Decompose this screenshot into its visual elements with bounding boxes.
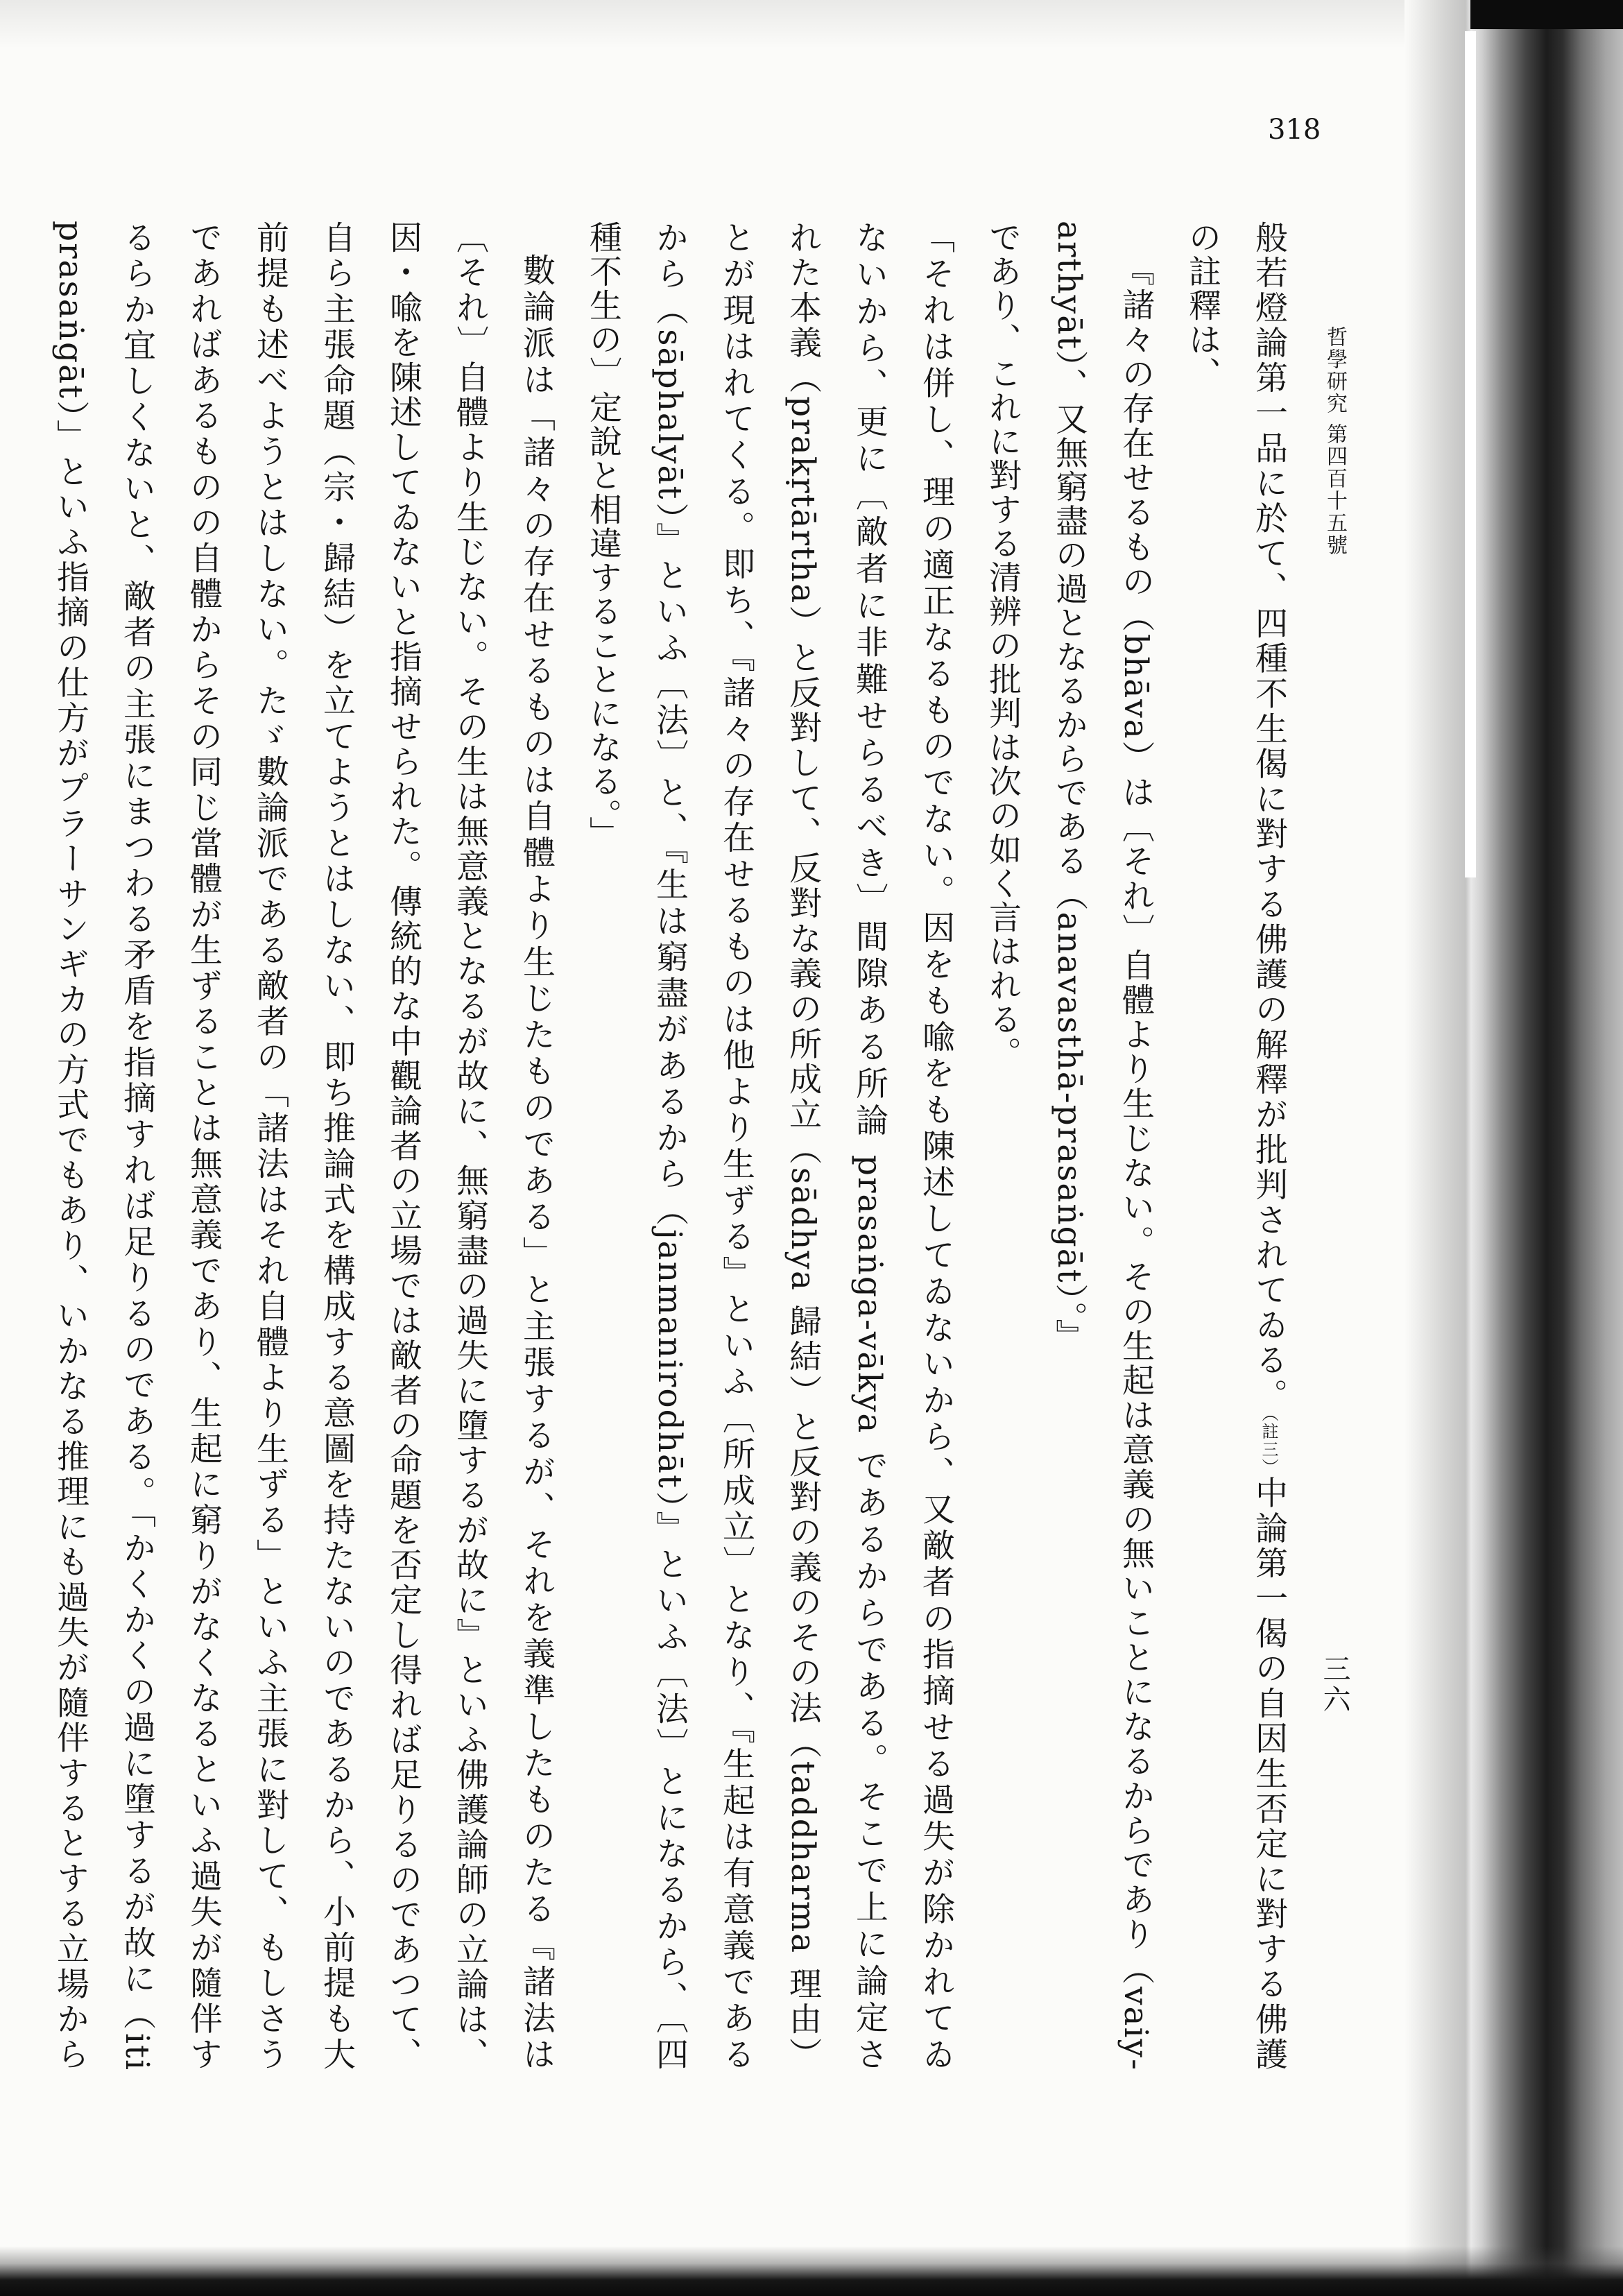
column-text: 種不生の〕定說と相違することになる。」 — [584, 221, 622, 850]
running-head — [1318, 326, 1364, 556]
text-column-04 — [1036, 221, 1102, 2071]
column-text: 〔それ〕自體より生じない。その生は無意義となるが故に、無窮盡の過失に墮するが故に』といふ佛護論師の立論は、 — [451, 221, 489, 2071]
binding-highlight — [1465, 31, 1476, 877]
footnote-marker: （註三） — [1259, 1413, 1278, 1476]
text-column-08 — [769, 221, 836, 2071]
column-text: 『諸々の存在せるもの（bhāva）は〔それ〕自體より生じない。その生起は意義の無いことになるからであり（vaiy- — [1117, 253, 1155, 2071]
column-text: 自ら主張命題（宗・歸結）を立てようとはしない、即ち推論式を構成する意圖を持たないのであるから、小前提も大 — [318, 221, 356, 2071]
column-text: 般若燈論第一品に於て、四種不生偈に對する佛護の解釋が批判されてゐる。 — [1250, 221, 1288, 1414]
column-text: arthyāt）、又無窮盡の過となるからである（anavasthā-prasaṅgāt）。』 — [1050, 221, 1088, 1353]
text-column-07 — [836, 221, 902, 2071]
text-column-10 — [636, 221, 703, 2071]
text-column-03 — [1102, 221, 1169, 2071]
folio-kanji: 三六 — [1319, 1654, 1350, 1715]
column-text-continued: 中論第一偈の自因生否定に對する佛護 — [1250, 1475, 1288, 2071]
text-column-09 — [703, 221, 769, 2071]
journal-title: 哲學研究 — [1323, 326, 1347, 415]
column-text: ないから、更に〔敵者に非難せらるべき〕間隙ある所論 prasaṅga-vākya であるからである。そこで上に論定さ — [850, 221, 888, 2071]
column-text: 前提も述べようとはしない。たゞ數論派である敵者の「諸法はそれ自體より生ずる」といふ主張に對して、もしさう — [251, 221, 289, 2071]
issue-number: 第四百十五號 — [1323, 422, 1347, 556]
column-text: prasaṅgāt）」といふ指摘の仕方がプラーサンギカの方式でもあり、いかなる推理にも過失が隨伴するとする立場から — [51, 221, 89, 2071]
column-text: 「それは併し、理の適正なるものでない。因をも喩をも陳述してゐないから、又敵者の指摘せる過失が除かれてゐ — [917, 221, 955, 2071]
text-column-05 — [969, 221, 1036, 2071]
text-column-16 — [237, 221, 303, 2071]
column-text: るらか宜しくないと、敵者の主張にまつわる矛盾を指摘すれば足りるのである。「かくかくの過に墮するが故に（iti — [118, 221, 156, 2071]
text-column-12 — [503, 221, 569, 2071]
text-column-19 — [37, 221, 103, 2071]
column-text: れた本義（prakṛtārtha）と反對して、反對な義の所成立（sādhya 歸結）と反對の義のその法（taddharma 理由） — [784, 221, 822, 2071]
column-text: から（sāphalyāt）』といふ〔法〕と、『生は窮盡があるから（janmanirodhāt）』といふ〔法〕とになるから、〔四 — [651, 221, 689, 2071]
column-text: の註釋は、 — [1183, 221, 1221, 391]
scan-edge-top — [0, 0, 1405, 49]
scan-corner-top-right — [1470, 0, 1623, 29]
column-text: であればあるものの自體からその同じ當體が生ずることは無意義であり、生起に窮りがなくなるといふ過失が隨伴す — [184, 221, 223, 2071]
text-column-06 — [902, 221, 969, 2071]
column-text: とが現はれてくる。即ち、『諸々の存在せるものは他より生ずる』といふ〔所成立〕となり、『生起は有意義である — [717, 221, 755, 2071]
text-column-11 — [569, 221, 636, 2071]
text-column-02 — [1169, 221, 1235, 2071]
text-column-15 — [303, 221, 370, 2071]
page-number: 318 — [1268, 114, 1321, 146]
text-column-14 — [370, 221, 436, 2071]
body-text — [37, 221, 1302, 2071]
text-column-13 — [436, 221, 503, 2071]
text-column-17 — [170, 221, 237, 2071]
text-column-01 — [1235, 221, 1302, 2071]
column-text: 因・喩を陳述してゐないと指摘せられた。傳統的な中觀論者の立場では敵者の命題を否定し得れば足りるのであつて、 — [384, 221, 422, 2071]
scan-edge-bottom — [0, 2246, 1623, 2296]
binding-shadow — [1405, 0, 1623, 2296]
text-column-18 — [103, 221, 170, 2071]
column-text: 數論派は「諸々の存在せるものは自體より生じたものである」と主張するが、それを義準したものたる『諸法は — [517, 253, 556, 2071]
column-text: であり、これに對する清辨の批判は次の如く言はれる。 — [984, 221, 1022, 1070]
